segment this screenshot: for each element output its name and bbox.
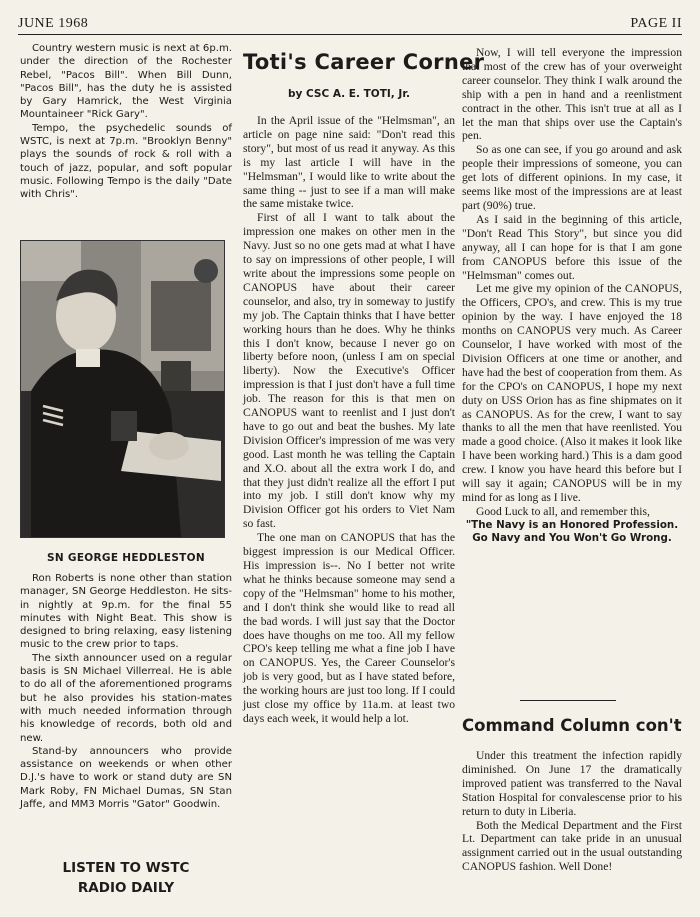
paragraph: First of all I want to talk about the impression one makes on other men in the Navy. Just so no one gets mad at what I have to say on impressions of other people, I will write about the impressions some people on CANOPUS have about their career counselor, and also, try in someway to justify my job. The Captain thinks that I have better working hours than he does. Why he thinks this I don't know, because I never go on liberty before noon, (unless I am on special liberty). Now the Executive's Officer impression is that I just don't have a full time job. The reason for this is that men on CANOPUS want to reenlist and I just don't have to go out and beat the bushes. My late Division Officer's impression of me was very good. Last month he was telling the Captain and X.O. about all the extra work I do, and that they just didn't realize all the effort I put into my job. I still don't know why my Division Officer got his orders to Viet Nam so fast. xyxy=(243,211,455,531)
paragraph: Stand-by announcers who provide assistance on weekends or when other D.J.'s have to work or stand duty are SN Mark Roby, FN Michael Dumas, SN Stan Jaffe, and MM3 Morris "Gator" Goodwin. xyxy=(20,745,232,811)
command-column xyxy=(462,710,682,874)
article-title: Toti's Career Corner xyxy=(243,50,485,74)
paragraph: Let me give my opinion of the CANOPUS, the Officers, CPO's, and crew. This is my true opinion by the way. I have enjoyed the 18 months on CANOPUS very much. As Career Counselor, I have worked with most of the Division Officers at one time or another, and have had the best of cooperation from them. As for the CPO's on CANOPUS, I hope my next duty on USS Orion has as fine shipmates on it as CANOPUS. As for the crew, I want to say thanks to all the men that have reenlisted. You made a good choice. (Also it makes it look like I have been working hard.) This is a dam good crew. I know you have heard this before but I will say it again; CANOPUS will be in my mind for as long as I live. xyxy=(462,282,682,504)
paragraph: Ron Roberts is none other than station manager, SN George Heddleston. He sits-in nightly at 9p.m. for the final 55 minutes with Night Beat. This show is designed to bring relaxing, easy listening music to the crew prior to taps. xyxy=(20,573,232,651)
page-number: PAGE II xyxy=(630,16,682,31)
radio-article-top xyxy=(20,42,232,202)
paragraph: Under this treatment the infection rapidly diminished. On June 17 the dramatically improved patient was transferred to the Naval Station Hospital for convalescense prior to his return to duty in Liberia. xyxy=(462,749,682,818)
paragraph: Country western music is next at 6p.m. under the direction of the Rochester Rebel, "Pacos Bill". When Bill Dunn, "Pacos Bill", has the duty he is assisted by Gary Hamrick, the West Virginia Mountaineer "Rick Gary". xyxy=(20,43,232,121)
paragraph: Good Luck to all, and remember this, xyxy=(476,504,650,518)
paragraph: In the April issue of the "Helmsman", an article on page nine said: "Don't read this story", but most of us read it anyway. As this is my last article I will have in the "Helmsman", I would like to write about the same thing -- just to see if a man will make the same mistake twice. xyxy=(243,114,455,211)
paragraph: As I said in the beginning of this article, "Don't Read This Story", but since you did anyway, all I can hope for is that I am gone from CANOPUS before this issue of the "Helmsman" comes out. xyxy=(462,212,682,282)
paragraph: Tempo, the psychedelic sounds of WSTC, is next at 7p.m. "Brooklyn Benny" plays the sounds of rock & roll with a touch of jazz, popular, and soft popular music. Following Tempo is the daily "Date with Chris". xyxy=(20,122,232,201)
promo-line: RADIO DAILY xyxy=(77,880,175,896)
station-promo xyxy=(20,858,232,898)
paragraph: The one man on CANOPUS that has the biggest impression is our Medical Officer. His impression is--. No I better not write what he thinks because someone may send a copy of the "Helmsman" home to his mother, and I don't think she would like to read all the bad words. I will just say that the Doctor does have thoughs on me too. All my fellow CPO's keep telling me what a fine job I have on CANOPUS. Yes, the Career Counselor's job is very good, but as I have stated before, the working hours are just too long. If I could just close my office by 11a.m. at least two days each week, it would help a lot. xyxy=(243,531,455,725)
career-corner-article xyxy=(243,44,485,726)
radio-article-bottom xyxy=(20,572,232,811)
dj-photo xyxy=(20,240,225,538)
dj-photo-image xyxy=(21,241,224,537)
issue-date: JUNE 1968 xyxy=(18,16,89,31)
paragraph: Now, I will tell everyone the impression that most of the crew has of your overweight career counselor. They think I walk around the ship with a pen in hand and a reenlistment contract in the other. This isn't true at all as I let the man that ships over use the Captain's pen. xyxy=(462,46,682,143)
section-title: Command Column con't xyxy=(462,716,682,735)
article-byline: by CSC A. E. TOTI, Jr. xyxy=(287,88,410,100)
paragraph: So as one can see, if you go around and ask people their impressions of someone, you can get lots of different opinions. In my case, it seems like most of the impressions are at least part (90%) true. xyxy=(462,143,682,212)
paragraph: The sixth announcer used on a regular basis is SN Michael Villerreal. He is able to do all of the aforementioned programs but he also provides his station-mates with much needed information through his knowledge of records, both old and new. xyxy=(20,652,232,744)
closing-quote: "The Navy is an Honored Profession. Go Navy and You Won't Go Wrong. xyxy=(465,518,679,545)
page-header xyxy=(18,10,682,35)
article-body xyxy=(243,114,455,726)
section-divider xyxy=(520,700,616,701)
paragraph: Both the Medical Department and the First Lt. Department can take pride in an unusual assignment carried out in the usual outstanding CANOPUS fashion. Well Done! xyxy=(462,818,682,874)
career-corner-continued xyxy=(462,46,682,546)
photo-caption: SN GEORGE HEDDLESTON xyxy=(47,552,205,564)
promo-line: LISTEN TO WSTC xyxy=(62,860,190,876)
